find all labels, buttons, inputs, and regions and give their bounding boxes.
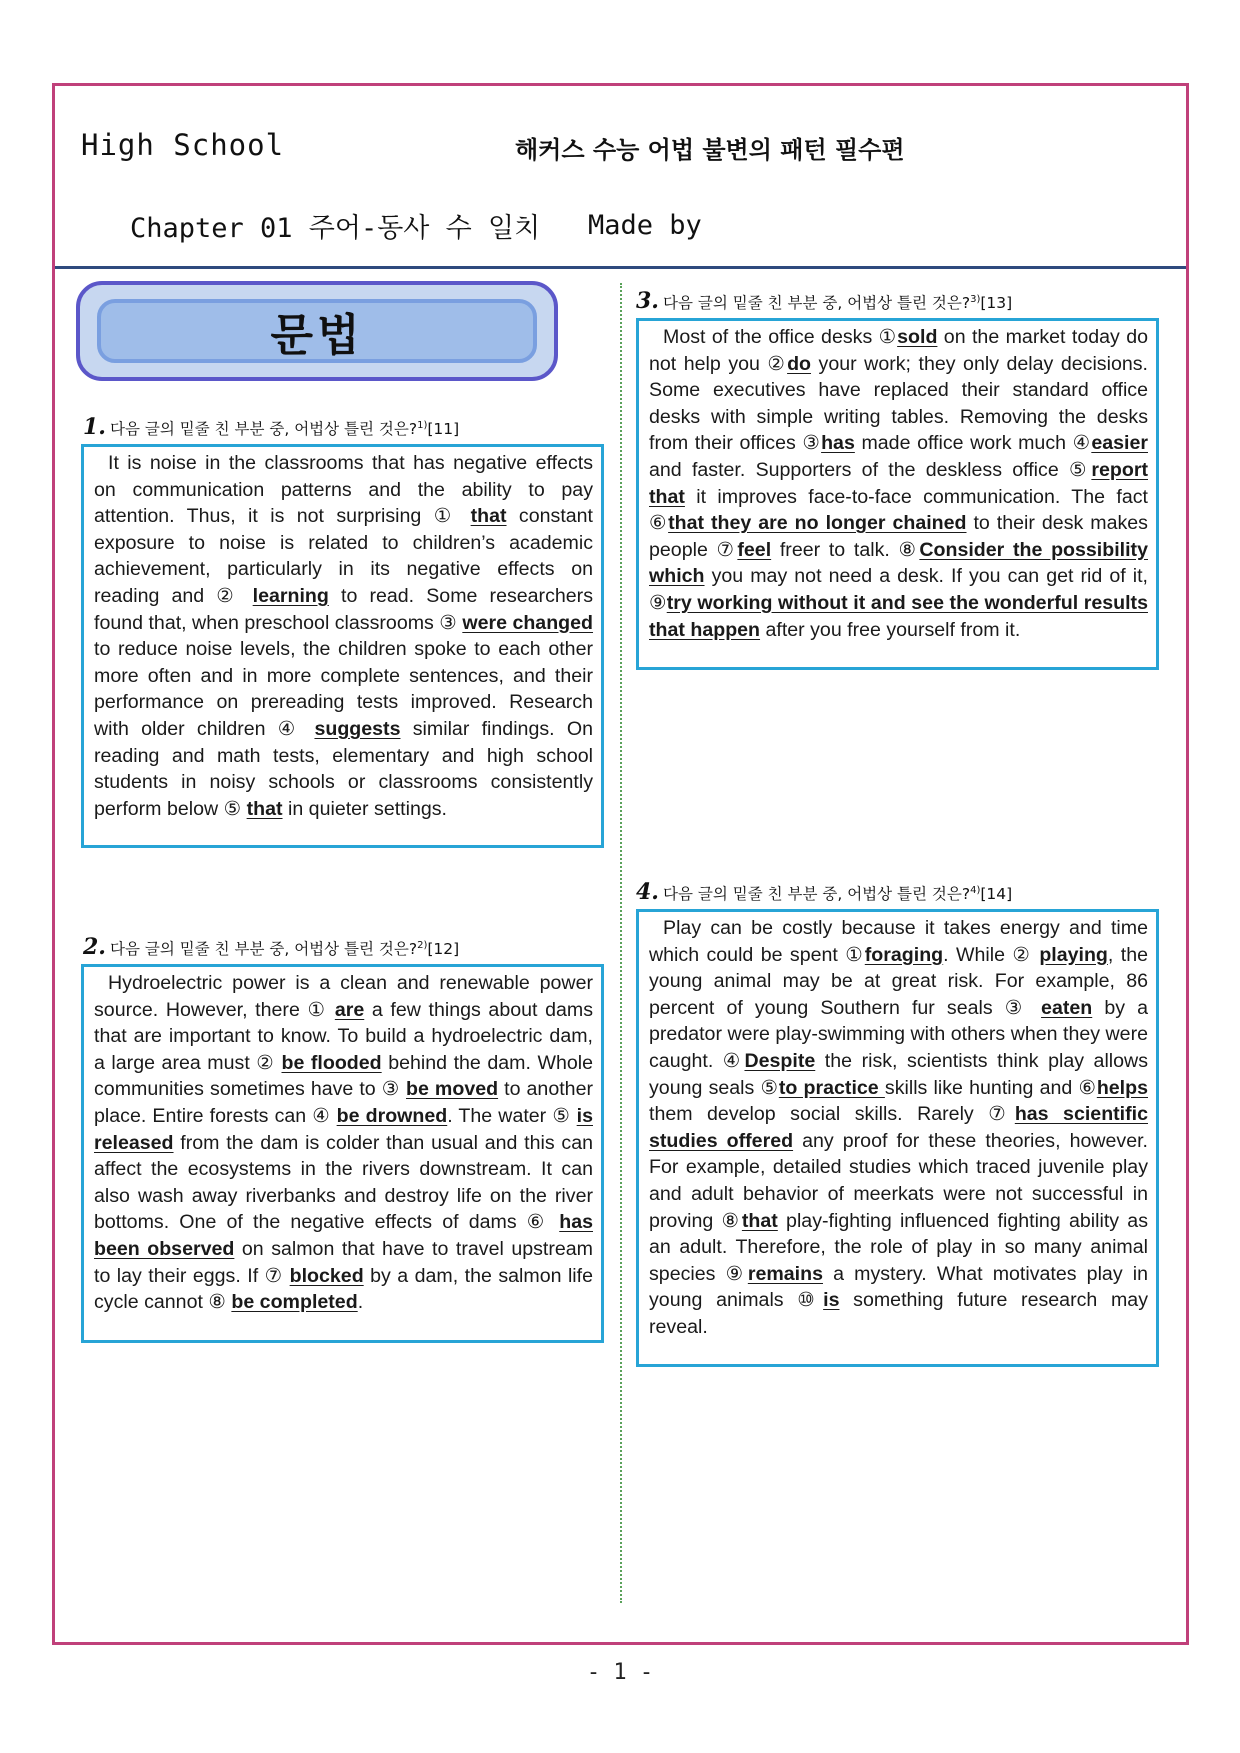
passage-segment: Play can be costly because it takes energy and time which could be spent ① [649, 917, 1148, 966]
header-divider [55, 266, 1186, 269]
passage-segment: freer to talk. ⑧ [771, 538, 920, 561]
underlined-choice: were changed [462, 611, 594, 634]
underlined-choice: learning [252, 584, 329, 607]
underlined-choice: blocked [289, 1264, 364, 1287]
passage-segment: by a dam, the salmon life cycle cannot ⑧ [94, 1264, 593, 1314]
underlined-choice: has been observed [94, 1211, 593, 1260]
underlined-choice: to practice [778, 1076, 885, 1099]
question-number: 4. [636, 879, 659, 905]
underlined-choice: that [470, 505, 507, 528]
question-note: 1) [417, 419, 428, 431]
question-3-heading [636, 288, 1012, 314]
underlined-choice: report that [649, 458, 1148, 508]
underlined-choice: try working without it and see the wonderful results that happen [649, 591, 1148, 641]
underlined-choice: Despite [744, 1049, 816, 1072]
question-note: 2) [417, 939, 428, 951]
underlined-choice: be completed [231, 1291, 358, 1314]
question-1-passage [81, 444, 604, 848]
question-2-heading [83, 934, 459, 960]
passage-segment: on salmon that have to travel upstream to lay their eggs. If ⑦ [94, 1237, 594, 1287]
question-note: 4) [970, 884, 981, 896]
underlined-choice: that they are no longer chained [668, 512, 967, 535]
passage-segment: behind the dam. Whole communities sometimes have to ③ [94, 1051, 593, 1101]
passage-segment: by a predator were play-swimming with others when they were caught. ④ [649, 996, 1149, 1072]
passage-segment: similar findings. On reading and math tests, elementary and high school students in noisy schools or classrooms consistently perform below ⑤ [94, 717, 593, 820]
underlined-choice: feel [737, 538, 772, 561]
underlined-choice: suggests [314, 717, 401, 740]
question-ref: [14] [980, 885, 1013, 903]
underlined-choice: is [823, 1289, 840, 1312]
question-1-heading [83, 414, 459, 440]
header-book-title: 해커스 수능 어법 불변의 패턴 필수편 [515, 136, 905, 164]
underlined-choice: helps [1096, 1076, 1148, 1099]
passage-segment: to their desk makes people ⑦ [649, 512, 1148, 561]
underlined-choice: are [334, 998, 365, 1021]
passage-segment: . [357, 1291, 364, 1314]
passage-segment: to read. Some researchers found that, when preschool classrooms ③ [94, 584, 593, 634]
question-number: 1. [83, 414, 106, 440]
passage-segment: , the young animal may be at great risk. For example, 86 percent of young Southern fur seals ③ [649, 943, 1148, 1019]
underlined-choice: be flooded [281, 1051, 382, 1074]
header-left-title: High School [81, 128, 285, 162]
underlined-choice: that [246, 797, 283, 820]
underlined-choice: be drowned [336, 1104, 448, 1127]
section-banner-inner [97, 299, 537, 363]
passage-segment: and faster. Supporters of the deskless office ⑤ [649, 458, 1092, 481]
passage-segment: a mystery. What motivates play in young animals ⑩ [649, 1262, 1148, 1312]
passage-segment: constant exposure to noise is related to children’s academic achievement, particularly in its negative effects on reading and ② [94, 505, 594, 607]
passage-text [94, 450, 593, 822]
passage-segment: your work; they only delay decisions. Some executives have replaced their standard office desks with simple writing tables. Removing the desks from their offices ③ [649, 352, 1148, 455]
underlined-choice: playing [1039, 943, 1108, 966]
passage-segment: you may not need a desk. If you can get rid of it, ⑨ [649, 565, 1148, 614]
passage-segment: on the market today do not help you ② [649, 326, 1148, 375]
passage-segment: from the dam is colder than usual and this can affect the ecosystems in the rivers downstream. It can also wash away riverbanks and destroy life on the river bottoms. One of the negative effects of dams ⑥ [94, 1131, 593, 1234]
passage-text [649, 915, 1148, 1341]
underlined-choice: eaten [1041, 996, 1093, 1019]
underlined-choice: foraging [864, 943, 944, 966]
section-banner [76, 281, 558, 381]
passage-segment: made office work much ④ [854, 432, 1092, 455]
passage-segment: play-fighting influenced fighting ability as an adult. Therefore, the role of play in so many animal species ⑨ [649, 1209, 1149, 1285]
passage-segment: Most of the office desks ① [663, 326, 898, 348]
passage-segment: in quieter settings. [282, 797, 447, 820]
question-number: 3. [636, 288, 659, 314]
question-ref: [12] [427, 940, 460, 958]
passage-segment: . While ② [943, 943, 1040, 966]
section-banner-label: 문법 [270, 310, 364, 361]
underlined-choice: that [741, 1209, 778, 1232]
passage-segment: . The water ⑤ [447, 1104, 577, 1127]
underlined-choice: is released [94, 1104, 593, 1154]
passage-segment: the risk, scientists think play allows young seals ⑤ [649, 1049, 1148, 1099]
page-number: - 1 - [586, 1660, 654, 1685]
question-ref: [11] [427, 420, 460, 438]
passage-segment: It is noise in the classrooms that has negative effects on communication patterns and the ability to pay attention. Thus, it is not surprising ① [94, 452, 593, 528]
passage-segment: something future research may reveal. [649, 1289, 1149, 1338]
question-prompt: 다음 글의 밑줄 친 부분 중, 어법상 틀린 것은? [109, 940, 418, 958]
question-prompt: 다음 글의 밑줄 친 부분 중, 어법상 틀린 것은? [109, 420, 418, 438]
underlined-choice: has [821, 432, 855, 455]
passage-segment: to reduce noise levels, the children spoke to each other more often and in more complete sentences, and their performance on prereading tests improved. Research with older children ④ [94, 638, 593, 740]
underlined-choice: easier [1091, 432, 1148, 455]
passage-segment: a few things about dams that are important to know. To build a hydroelectric dam, a large area must ② [94, 998, 593, 1074]
underlined-choice: has scientific studies offered [649, 1103, 1148, 1152]
passage-segment: it improves face-to-face communication. The fact ⑥ [649, 485, 1148, 535]
header-made-by: Made by [588, 210, 702, 241]
passage-segment: them develop social skills. Rarely ⑦ [649, 1103, 1015, 1126]
question-prompt: 다음 글의 밑줄 친 부분 중, 어법상 틀린 것은? [662, 885, 971, 903]
passage-segment: after you free yourself from it. [760, 618, 1021, 641]
question-4-passage [636, 909, 1159, 1367]
passage-segment: skills like hunting and ⑥ [884, 1076, 1097, 1099]
underlined-choice: sold [897, 326, 938, 348]
question-3-passage [636, 318, 1159, 670]
header-chapter: Chapter 01 주어-동사 수 일치 [130, 213, 541, 244]
question-note: 3) [970, 293, 981, 305]
column-divider [620, 283, 622, 1603]
underlined-choice: Consider the possibility which [649, 538, 1148, 588]
question-4-heading [636, 879, 1012, 905]
passage-text [649, 324, 1148, 643]
underlined-choice: do [787, 352, 812, 375]
passage-segment: Hydroelectric power is a clean and renewable power source. However, there ① [94, 972, 593, 1021]
passage-segment: any proof for these theories, however. For example, detailed studies which traced juvenile play and adult behavior of meerkats were not successful in proving ⑧ [649, 1129, 1148, 1232]
passage-segment: to another place. Entire forests can ④ [94, 1078, 593, 1127]
question-ref: [13] [980, 294, 1013, 312]
question-2-passage [81, 964, 604, 1343]
question-number: 2. [83, 934, 106, 960]
underlined-choice: be moved [406, 1078, 499, 1101]
passage-text [94, 970, 593, 1316]
underlined-choice: remains [747, 1262, 823, 1285]
question-prompt: 다음 글의 밑줄 친 부분 중, 어법상 틀린 것은? [662, 294, 971, 312]
